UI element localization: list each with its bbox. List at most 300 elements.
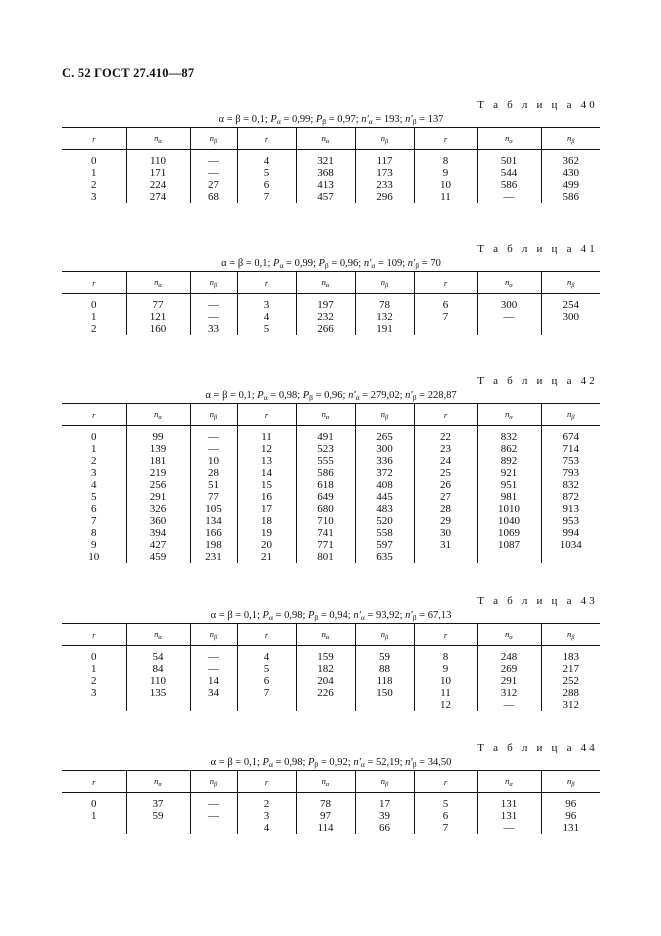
- table-block: [62, 242, 600, 335]
- table-cell: 28: [414, 503, 477, 515]
- table-cell: 3: [91, 191, 97, 203]
- p-beta-value: 0,96: [324, 390, 343, 401]
- table-cell: 427: [126, 539, 190, 551]
- table-row: [62, 687, 600, 699]
- table-cell: 0: [91, 431, 97, 443]
- n-alpha-value: 52,19: [375, 757, 400, 768]
- table-cell: 394: [126, 527, 190, 539]
- table-cell: 7: [414, 822, 477, 834]
- column-header: r: [414, 404, 477, 426]
- table-cell: 114: [296, 822, 355, 834]
- header-row: [62, 624, 600, 646]
- column-header: r: [414, 771, 477, 793]
- alpha-beta-value: α = β = 0,1;: [210, 757, 263, 768]
- table-cell: 994: [541, 527, 600, 539]
- table-cell: 413: [296, 179, 355, 191]
- table-cell: 66: [355, 822, 414, 834]
- table-cell: 321: [296, 155, 355, 167]
- table-cell: 312: [477, 687, 541, 699]
- table-header: [62, 272, 600, 294]
- table-cell: 1010: [477, 503, 541, 515]
- table-cell: 204: [296, 675, 355, 687]
- table-cell: 182: [296, 663, 355, 675]
- table-cell: 586: [541, 191, 600, 203]
- column-header: $n_\beta$: [190, 771, 237, 793]
- table-parameters: α = β = 0,1; $P_\alpha = 0,98$; $P_\beta = 0,92$; $n'_\alpha = 52,19$; $n'_\beta = 34,50$: [210, 757, 452, 769]
- data-table: [62, 623, 600, 711]
- table-cell: 77: [126, 299, 190, 311]
- table-cell: 981: [477, 491, 541, 503]
- alpha-beta-value: α = β = 0,1;: [205, 390, 258, 401]
- table-cell: [190, 699, 237, 711]
- table-cell: 9: [91, 539, 97, 551]
- table-cell: 10: [414, 675, 477, 687]
- n-alpha-value: 193: [383, 114, 400, 125]
- column-header: r: [62, 771, 126, 793]
- table-cell: 5: [237, 323, 296, 335]
- table-cell: 680: [296, 503, 355, 515]
- table-cell: 54: [126, 651, 190, 663]
- table-row: [62, 479, 600, 491]
- table-cell: 4: [237, 311, 296, 323]
- header-row: [62, 771, 600, 793]
- table-cell: 2: [91, 455, 97, 467]
- p-alpha-value: 0,99: [294, 258, 313, 269]
- table-cell: 457: [296, 191, 355, 203]
- table-cell: 714: [541, 443, 600, 455]
- column-header: r: [62, 128, 126, 150]
- table-cell: 118: [355, 675, 414, 687]
- table-cell: [477, 551, 541, 563]
- table-cell: 39: [355, 810, 414, 822]
- table-cell: 12: [414, 699, 477, 711]
- table-cell: 5: [237, 663, 296, 675]
- column-header: $n_\beta$: [355, 624, 414, 646]
- table-cell: —: [190, 651, 237, 663]
- table-cell: 618: [296, 479, 355, 491]
- table-cell: [190, 822, 237, 834]
- table-row: [62, 699, 600, 711]
- column-header: r: [414, 272, 477, 294]
- table-cell: 501: [477, 155, 541, 167]
- column-header: $n_\alpha$: [126, 771, 190, 793]
- table-body: [62, 294, 600, 336]
- table-cell: —: [190, 167, 237, 179]
- header-row: [62, 128, 600, 150]
- table-cell: 232: [296, 311, 355, 323]
- table-cell: 9: [414, 663, 477, 675]
- p-beta-value: 0,94: [329, 610, 348, 621]
- data-table: [62, 770, 600, 834]
- table-cell: 336: [355, 455, 414, 467]
- n-alpha-value: 279,02: [370, 390, 400, 401]
- table-body: [62, 793, 600, 835]
- table-cell: 269: [477, 663, 541, 675]
- table-cell: [541, 323, 600, 335]
- table-label: Т а б л и ц а 42: [477, 375, 598, 387]
- table-cell: 110: [126, 675, 190, 687]
- table-cell: 1069: [477, 527, 541, 539]
- table-cell: 4: [237, 651, 296, 663]
- table-cell: 11: [414, 687, 477, 699]
- table-row: [62, 503, 600, 515]
- table-cell: —: [190, 810, 237, 822]
- column-header: $n_\beta$: [355, 771, 414, 793]
- table-row: [62, 810, 600, 822]
- table-cell: 597: [355, 539, 414, 551]
- table-cell: 5: [414, 798, 477, 810]
- table-cell: 254: [541, 299, 600, 311]
- table-cell: 224: [126, 179, 190, 191]
- column-header: $n_\alpha$: [126, 272, 190, 294]
- table-cell: 16: [237, 491, 296, 503]
- table-cell: 17: [355, 798, 414, 810]
- table-cell: 14: [190, 675, 237, 687]
- table-cell: 110: [126, 155, 190, 167]
- table-cell: 25: [414, 467, 477, 479]
- table-cell: 586: [296, 467, 355, 479]
- table-cell: 266: [296, 323, 355, 335]
- table-label: Т а б л и ц а 44: [477, 742, 598, 754]
- table-cell: 181: [126, 455, 190, 467]
- column-header: $n_\alpha$: [296, 272, 355, 294]
- table-row: [62, 663, 600, 675]
- table-cell: 635: [355, 551, 414, 563]
- table-cell: 274: [126, 191, 190, 203]
- table-row: [62, 467, 600, 479]
- p-alpha-value: 0,98: [278, 390, 298, 401]
- column-header: $n_\alpha$: [296, 771, 355, 793]
- table-cell: 6: [91, 503, 97, 515]
- table-cell: 3: [91, 467, 97, 479]
- table-parameters: α = β = 0,1; $P_\alpha = 0,98$; $P_\beta = 0,96$; $n'_\alpha = 279,02$; $n'_\beta = 228,87$: [205, 390, 457, 402]
- table-cell: —: [190, 798, 237, 810]
- table-cell: 134: [190, 515, 237, 527]
- table-cell: 59: [126, 810, 190, 822]
- n-beta-value: 70: [430, 258, 441, 269]
- column-header: r: [237, 272, 296, 294]
- table-cell: [414, 551, 477, 563]
- column-header: r: [62, 272, 126, 294]
- table-cell: 160: [126, 323, 190, 335]
- column-header: $n_\beta$: [190, 272, 237, 294]
- table-row: [62, 551, 600, 563]
- table-cell: 4: [237, 822, 296, 834]
- column-header: $n_\beta$: [190, 404, 237, 426]
- table-cell: 2: [91, 675, 97, 687]
- table-block: [62, 741, 600, 834]
- table-cell: 6: [414, 810, 477, 822]
- table-cell: 801: [296, 551, 355, 563]
- table-cell: 300: [355, 443, 414, 455]
- table-cell: 6: [414, 299, 477, 311]
- column-header: $n_\alpha$: [126, 128, 190, 150]
- n-beta-value: 34,50: [427, 757, 452, 768]
- table-cell: 248: [477, 651, 541, 663]
- table-parameters: α = β = 0,1; $P_\alpha = 0,99$; $P_\beta = 0,96$; $n'_\alpha = 109$; $n'_\beta = 70$: [221, 258, 441, 270]
- table-cell: 24: [414, 455, 477, 467]
- table-body: [62, 646, 600, 712]
- column-header: r: [237, 404, 296, 426]
- column-header: $n_\beta$: [541, 272, 600, 294]
- table-cell: 1: [91, 663, 97, 675]
- table-row: [62, 311, 600, 323]
- table-cell: 23: [414, 443, 477, 455]
- table-cell: 219: [126, 467, 190, 479]
- table-cell: 1: [91, 167, 97, 179]
- table-row: [62, 167, 600, 179]
- table-cell: 131: [541, 822, 600, 834]
- table-cell: 78: [296, 798, 355, 810]
- data-table: [62, 403, 600, 563]
- table-cell: 231: [190, 551, 237, 563]
- table-cell: 20: [237, 539, 296, 551]
- table-cell: 953: [541, 515, 600, 527]
- table-cell: 5: [91, 491, 97, 503]
- table-cell: 832: [477, 431, 541, 443]
- table-cell: 1: [91, 810, 97, 822]
- table-cell: 0: [91, 798, 97, 810]
- table-cell: 300: [477, 299, 541, 311]
- table-cell: 2: [237, 798, 296, 810]
- column-header: $n_\beta$: [541, 771, 600, 793]
- table-cell: 499: [541, 179, 600, 191]
- column-header: $n_\alpha$: [296, 128, 355, 150]
- p-alpha-value: 0,98: [284, 610, 303, 621]
- table-cell: 3: [237, 299, 296, 311]
- table-cell: 326: [126, 503, 190, 515]
- table-cell: 892: [477, 455, 541, 467]
- column-header: $n_\alpha$: [477, 404, 541, 426]
- table-cell: 0: [91, 651, 97, 663]
- table-cell: 150: [355, 687, 414, 699]
- table-cell: 741: [296, 527, 355, 539]
- table-cell: [541, 551, 600, 563]
- table-cell: 8: [414, 155, 477, 167]
- table-header: [62, 771, 600, 793]
- column-header: $n_\beta$: [541, 128, 600, 150]
- table-cell: 872: [541, 491, 600, 503]
- table-cell: 296: [355, 191, 414, 203]
- table-cell: 29: [414, 515, 477, 527]
- table-cell: 368: [296, 167, 355, 179]
- n-beta-value: 137: [427, 114, 444, 125]
- table-cell: 1: [91, 443, 97, 455]
- column-header: r: [414, 128, 477, 150]
- table-cell: 360: [126, 515, 190, 527]
- table-cell: 362: [541, 155, 600, 167]
- table-cell: 7: [237, 191, 296, 203]
- table-cell: —: [477, 311, 541, 323]
- column-header: r: [62, 624, 126, 646]
- table-cell: 913: [541, 503, 600, 515]
- column-header: $n_\beta$: [190, 624, 237, 646]
- table-row: [62, 798, 600, 810]
- table-row: [62, 491, 600, 503]
- table-cell: 7: [414, 311, 477, 323]
- column-header: r: [237, 624, 296, 646]
- table-cell: 1: [91, 311, 97, 323]
- table-header: [62, 624, 600, 646]
- table-cell: 265: [355, 431, 414, 443]
- table-cell: 586: [477, 179, 541, 191]
- table-cell: 51: [190, 479, 237, 491]
- table-cell: 139: [126, 443, 190, 455]
- table-cell: 6: [237, 675, 296, 687]
- table-cell: 10: [190, 455, 237, 467]
- table-cell: 84: [126, 663, 190, 675]
- column-header: $n_\beta$: [355, 404, 414, 426]
- table-header: [62, 404, 600, 426]
- table-cell: 5: [237, 167, 296, 179]
- table-row: [62, 431, 600, 443]
- table-row: [62, 155, 600, 167]
- table-cell: 0: [91, 299, 97, 311]
- table-cell: [126, 699, 190, 711]
- table-cell: 12: [237, 443, 296, 455]
- table-cell: 191: [355, 323, 414, 335]
- alpha-beta-value: α = β = 0,1;: [221, 258, 274, 269]
- table-cell: 1040: [477, 515, 541, 527]
- table-cell: 445: [355, 491, 414, 503]
- table-cell: —: [477, 191, 541, 203]
- table-cell: [355, 699, 414, 711]
- column-header: r: [62, 404, 126, 426]
- table-cell: 1034: [541, 539, 600, 551]
- table-cell: [62, 822, 126, 834]
- column-header: $n_\beta$: [355, 128, 414, 150]
- table-row: [62, 455, 600, 467]
- table-cell: 710: [296, 515, 355, 527]
- data-table: [62, 271, 600, 335]
- table-label: Т а б л и ц а 40: [477, 99, 598, 111]
- table-cell: 233: [355, 179, 414, 191]
- table-row: [62, 822, 600, 834]
- column-header: $n_\alpha$: [477, 771, 541, 793]
- table-cell: [477, 323, 541, 335]
- table-cell: 520: [355, 515, 414, 527]
- table-cell: 197: [296, 299, 355, 311]
- table-cell: [62, 699, 126, 711]
- table-cell: 832: [541, 479, 600, 491]
- table-cell: 33: [190, 323, 237, 335]
- table-header: [62, 128, 600, 150]
- table-block: [62, 98, 600, 203]
- table-parameters: α = β = 0,1; $P_\alpha = 0,98$; $P_\beta = 0,94$; $n'_\alpha = 93,92$; $n'_\beta = 67,13$: [210, 610, 452, 622]
- p-alpha-value: 0,99: [291, 114, 311, 125]
- table-cell: 26: [414, 479, 477, 491]
- table-cell: 10: [414, 179, 477, 191]
- table-cell: [237, 699, 296, 711]
- table-cell: —: [190, 443, 237, 455]
- table-cell: 372: [355, 467, 414, 479]
- table-cell: 10: [88, 551, 100, 563]
- table-cell: 14: [237, 467, 296, 479]
- table-cell: 2: [91, 179, 97, 191]
- table-cell: 6: [237, 179, 296, 191]
- table-cell: 558: [355, 527, 414, 539]
- table-row: [62, 191, 600, 203]
- table-cell: —: [477, 822, 541, 834]
- table-cell: 28: [190, 467, 237, 479]
- table-cell: 17: [237, 503, 296, 515]
- table-cell: —: [477, 699, 541, 711]
- table-cell: 105: [190, 503, 237, 515]
- table-cell: 300: [541, 311, 600, 323]
- column-header: $n_\alpha$: [126, 624, 190, 646]
- table-cell: —: [190, 299, 237, 311]
- table-cell: 159: [296, 651, 355, 663]
- table-cell: 121: [126, 311, 190, 323]
- table-cell: 523: [296, 443, 355, 455]
- p-alpha-value: 0,98: [284, 757, 303, 768]
- table-cell: —: [190, 311, 237, 323]
- table-cell: 459: [126, 551, 190, 563]
- table-row: [62, 443, 600, 455]
- table-cell: 3: [91, 687, 97, 699]
- table-cell: 793: [541, 467, 600, 479]
- alpha-beta-value: α = β = 0,1;: [218, 114, 271, 125]
- header-row: [62, 272, 600, 294]
- table-row: [62, 651, 600, 663]
- table-cell: 77: [190, 491, 237, 503]
- table-cell: 951: [477, 479, 541, 491]
- column-header: r: [237, 128, 296, 150]
- table-cell: 19: [237, 527, 296, 539]
- table-cell: —: [190, 431, 237, 443]
- table-cell: 166: [190, 527, 237, 539]
- table-cell: 252: [541, 675, 600, 687]
- table-cell: 68: [190, 191, 237, 203]
- table-block: [62, 594, 600, 711]
- table-cell: 408: [355, 479, 414, 491]
- table-cell: 97: [296, 810, 355, 822]
- p-beta-value: 0,97: [337, 114, 356, 125]
- column-header: $n_\beta$: [541, 404, 600, 426]
- alpha-beta-value: α = β = 0,1;: [210, 610, 263, 621]
- table-cell: 22: [414, 431, 477, 443]
- column-header: r: [414, 624, 477, 646]
- table-parameters: α = β = 0,1; $P_\alpha = 0,99$; $P_\beta = 0,97$; $n'_\alpha = 193$; $n'_\beta = 137$: [218, 114, 444, 126]
- table-cell: 27: [190, 179, 237, 191]
- table-row: [62, 675, 600, 687]
- table-cell: 183: [541, 651, 600, 663]
- table-cell: 312: [541, 699, 600, 711]
- column-header: $n_\alpha$: [126, 404, 190, 426]
- table-cell: 771: [296, 539, 355, 551]
- table-cell: 11: [237, 431, 296, 443]
- table-cell: 921: [477, 467, 541, 479]
- table-body: [62, 426, 600, 564]
- n-alpha-value: 93,92: [375, 610, 400, 621]
- p-beta-value: 0,96: [339, 258, 359, 269]
- table-cell: [296, 699, 355, 711]
- table-cell: 1087: [477, 539, 541, 551]
- p-beta-value: 0,92: [329, 757, 348, 768]
- column-header: $n_\alpha$: [296, 404, 355, 426]
- table-row: [62, 299, 600, 311]
- table-cell: 7: [91, 515, 97, 527]
- column-header: $n_\alpha$: [296, 624, 355, 646]
- table-cell: 555: [296, 455, 355, 467]
- table-cell: 96: [541, 810, 600, 822]
- table-cell: 173: [355, 167, 414, 179]
- data-table: [62, 127, 600, 203]
- table-cell: 117: [355, 155, 414, 167]
- page-header: С. 52 ГОСТ 27.410—87: [62, 66, 195, 80]
- table-cell: 430: [541, 167, 600, 179]
- column-header: $n_\beta$: [355, 272, 414, 294]
